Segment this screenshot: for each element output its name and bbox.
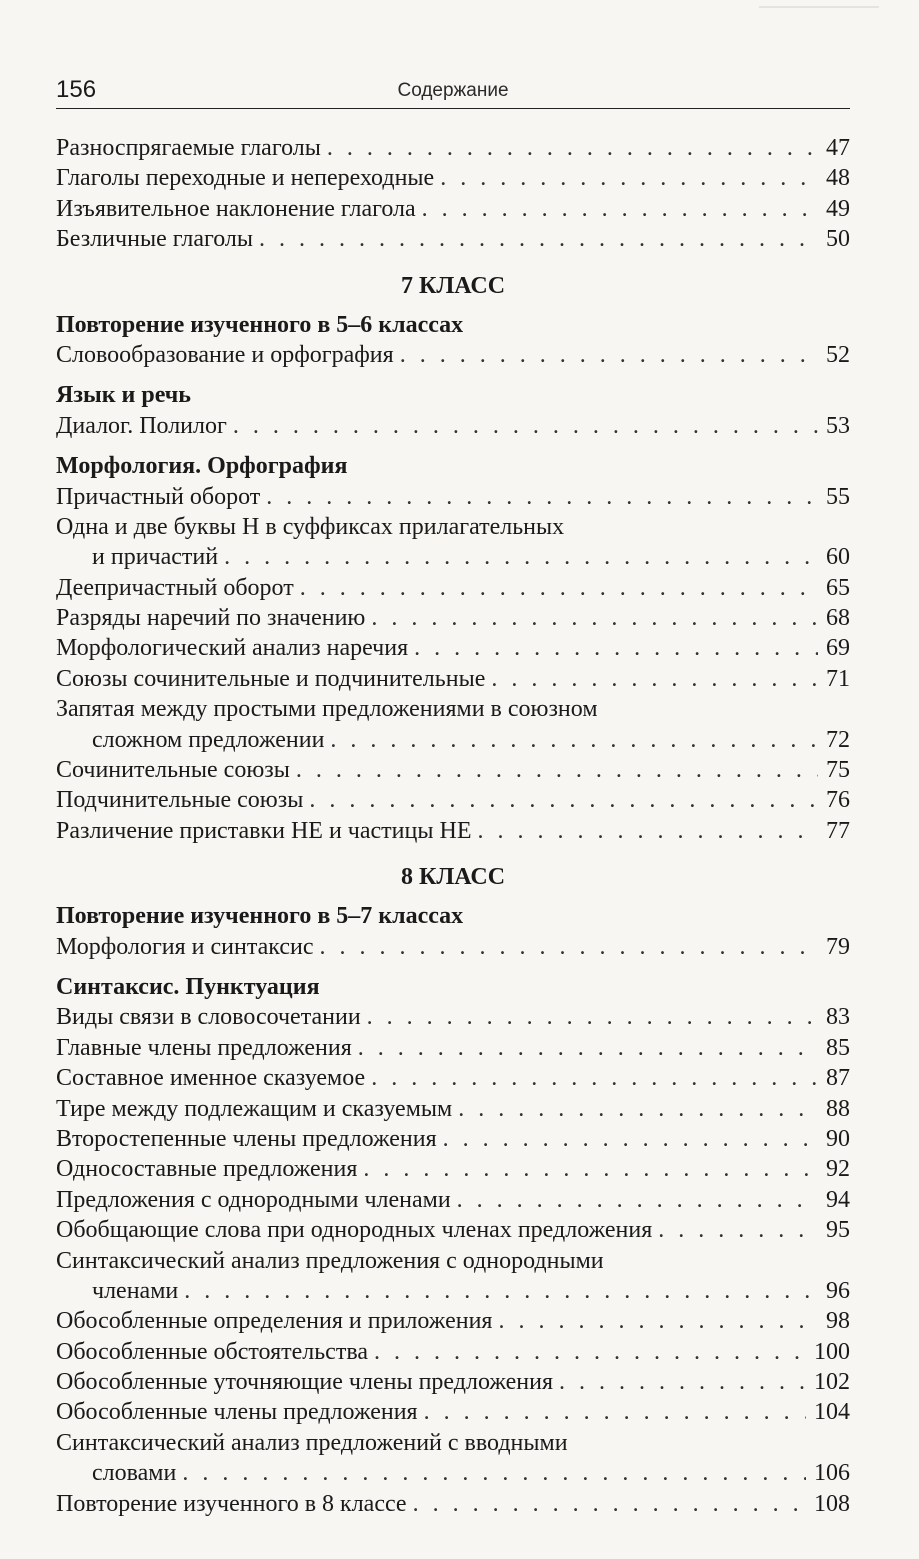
toc-entry-title: Обособленные определения и приложения: [56, 1308, 493, 1335]
toc-entry-title: Запятая между простыми предложениями в союзном: [56, 696, 598, 723]
toc-entry: [56, 1094, 850, 1124]
dot-leader: [443, 1124, 818, 1154]
toc-entry-title: Виды связи в словосочетании: [56, 1004, 361, 1031]
dot-leader: [658, 1215, 818, 1245]
dot-leader: [266, 482, 818, 512]
toc-entry: [56, 542, 850, 572]
dot-leader: [498, 1306, 818, 1336]
toc-entry: [56, 1397, 850, 1427]
dot-leader: [358, 1033, 818, 1063]
dot-leader: [413, 1489, 806, 1519]
page-header: [56, 74, 850, 109]
dot-leader: [327, 133, 818, 163]
dot-leader: [422, 194, 818, 224]
toc-entry: [56, 1458, 850, 1488]
dot-leader: [374, 1337, 806, 1367]
dot-leader: [371, 603, 818, 633]
dot-leader: [400, 340, 818, 370]
toc-entry-page: 48: [826, 165, 850, 192]
dot-leader: [224, 542, 818, 572]
dot-leader: [440, 163, 818, 193]
toc-entry: [56, 633, 850, 663]
toc-entries: [56, 340, 850, 370]
toc-entry-title: Составное именное сказуемое: [56, 1065, 366, 1092]
toc-entry: [56, 1154, 850, 1184]
dot-leader: [182, 1458, 806, 1488]
dot-leader: [371, 1063, 818, 1093]
toc-entry-page: 92: [826, 1156, 850, 1183]
toc-entry-title: Сочинительные союзы: [56, 757, 290, 784]
dot-leader: [457, 1185, 818, 1215]
toc-list: [56, 133, 850, 1519]
toc-entry-title: Синтаксический анализ предложений с вводными: [56, 1429, 568, 1456]
toc-entry-title: Разряды наречий по значению: [56, 605, 366, 632]
toc-entry-page: 90: [826, 1125, 850, 1152]
toc-entries-top: [56, 133, 850, 255]
toc-entry-page: 96: [826, 1277, 850, 1304]
toc-entry-title: Одна и две буквы Н в суффиксах прилагательных: [56, 513, 565, 540]
toc-entry-title: Изъявительное наклонение глагола: [56, 195, 416, 222]
toc-entry: [56, 816, 850, 846]
toc-entry: [56, 1033, 850, 1063]
toc-entry-title-continuation: и причастий: [92, 544, 219, 571]
toc-entry-title-continuation: членами: [92, 1277, 179, 1304]
toc-entry-title: Словообразование и орфография: [56, 341, 394, 368]
toc-entry: [56, 1489, 850, 1519]
dot-leader: [184, 1276, 818, 1306]
toc-entry-page: 60: [826, 544, 850, 571]
toc-entry-title: Причастный оборот: [56, 483, 261, 510]
toc-entry-page: 95: [826, 1217, 850, 1244]
toc-entry-page: 69: [826, 635, 850, 662]
dot-leader: [414, 633, 818, 663]
toc-entry-page: 49: [826, 195, 850, 222]
toc-entry: [56, 1124, 850, 1154]
toc-entry-page: 100: [814, 1338, 850, 1365]
toc-entry-page: 79: [826, 933, 850, 960]
toc-entry-page: 52: [826, 341, 850, 368]
toc-entry-page: 71: [826, 665, 850, 692]
dot-leader: [491, 664, 818, 694]
toc-entry: [56, 603, 850, 633]
toc-entry-title: Обособленные обстоятельства: [56, 1338, 368, 1365]
grade-heading-8: 8 КЛАСС: [400, 864, 506, 891]
toc-entry-title: Диалог. Полилог: [56, 412, 227, 439]
toc-entry: [56, 725, 850, 755]
toc-entry-page: 47: [826, 135, 850, 161]
toc-entry-page: 85: [826, 1034, 850, 1061]
toc-entry-title: Тире между подлежащим и сказуемым: [56, 1095, 453, 1122]
toc-entry: [56, 1002, 850, 1032]
toc-entry-page: 77: [826, 817, 850, 844]
dot-leader: [320, 932, 818, 962]
section-heading: Повторение изученного в 5–7 классах: [56, 903, 464, 930]
dot-leader: [367, 1002, 818, 1032]
toc-entry-title: Повторение изученного в 8 классе: [56, 1490, 407, 1517]
toc-entry: [56, 1063, 850, 1093]
toc-entry-title: Односоставные предложения: [56, 1156, 358, 1183]
toc-entry: [56, 785, 850, 815]
toc-entry: [56, 932, 850, 962]
scan-mark: [759, 6, 879, 8]
toc-entry-page: 83: [826, 1004, 850, 1031]
toc-entry-page: 50: [826, 226, 850, 253]
toc-entry-page: 104: [814, 1399, 850, 1426]
toc-entries: [56, 411, 850, 441]
toc-entry: [56, 1337, 850, 1367]
toc-entry-page: 72: [826, 726, 850, 753]
toc-entry-title: Глаголы переходные и непереходные: [56, 165, 435, 192]
section-heading: Морфология. Орфография: [56, 453, 348, 480]
toc-entry-title: Главные члены предложения: [56, 1034, 352, 1061]
toc-entry-title: Обобщающие слова при однородных членах предложения: [56, 1217, 653, 1244]
dot-leader: [559, 1367, 806, 1397]
toc-entry-title: Обособленные члены предложения: [56, 1399, 418, 1426]
toc-entry: [56, 411, 850, 441]
section-heading: Повторение изученного в 5–6 классах: [56, 311, 464, 338]
dot-leader: [259, 224, 818, 254]
toc-entry-page: 102: [814, 1369, 850, 1396]
dot-leader: [363, 1154, 818, 1184]
toc-entry-page: 98: [826, 1308, 850, 1335]
toc-entry-title: Синтаксический анализ предложения с однородными: [56, 1247, 604, 1274]
dot-leader: [233, 411, 818, 441]
toc-entry-title: Второстепенные члены предложения: [56, 1125, 437, 1152]
toc-entry: [56, 755, 850, 785]
dot-leader: [458, 1094, 818, 1124]
toc-entry-page: 88: [826, 1095, 850, 1122]
toc-entry-page: 53: [826, 412, 850, 439]
toc-entry: [56, 224, 850, 254]
toc-entry-page: 55: [826, 483, 850, 510]
toc-entry: [56, 664, 850, 694]
toc-entry: [56, 340, 850, 370]
dot-leader: [309, 785, 818, 815]
toc-entry-title: Деепричастный оборот: [56, 574, 294, 601]
section-heading: Язык и речь: [56, 382, 191, 409]
page-number: 156: [56, 76, 97, 103]
toc-entry-page: 65: [826, 574, 850, 601]
toc-entry-title: Разноспрягаемые глаголы: [56, 135, 321, 161]
dot-leader: [477, 816, 818, 846]
toc-entry-page: 108: [814, 1490, 850, 1517]
toc-entries: [56, 1002, 850, 1519]
toc-entry-title: Морфологический анализ наречия: [56, 635, 409, 662]
dot-leader: [330, 725, 818, 755]
running-title: Содержание: [397, 80, 509, 101]
toc-entry: [56, 1185, 850, 1215]
toc-entry-title: Безличные глаголы: [56, 226, 254, 253]
toc-entry-page: 94: [826, 1186, 850, 1213]
toc-entry: [56, 163, 850, 193]
toc-entry-title: Различение приставки НЕ и частицы НЕ: [56, 817, 472, 844]
toc-entry-title: Союзы сочинительные и подчинительные: [56, 665, 486, 692]
dot-leader: [424, 1397, 806, 1427]
toc-entry-page: 76: [826, 787, 850, 814]
toc-entry-title: Подчинительные союзы: [56, 787, 304, 814]
section-heading: Синтаксис. Пунктуация: [56, 973, 320, 1000]
toc-entry: [56, 194, 850, 224]
toc-entry: [56, 1306, 850, 1336]
grade-heading-7: 7 КЛАСС: [400, 272, 506, 299]
toc-entry-page: 106: [814, 1460, 850, 1487]
toc-entry: [56, 1215, 850, 1245]
toc: [56, 133, 850, 1519]
toc-entry: [56, 482, 850, 512]
toc-entry-page: 75: [826, 757, 850, 784]
toc-entries: [56, 482, 850, 847]
toc-entry-title: Предложения с однородными членами: [56, 1186, 451, 1213]
toc-entry-title-continuation: словами: [92, 1460, 177, 1487]
toc-entry-title-continuation: сложном предложении: [92, 726, 325, 753]
toc-entry-title: Обособленные уточняющие члены предложения: [56, 1369, 553, 1396]
toc-entry-title: Морфология и синтаксис: [56, 933, 314, 960]
dot-leader: [300, 573, 818, 603]
toc-entry: [56, 1276, 850, 1306]
toc-entry: [56, 573, 850, 603]
dot-leader: [296, 755, 818, 785]
toc-entry-page: 68: [826, 605, 850, 632]
toc-entry-page: 87: [826, 1065, 850, 1092]
toc-entries: [56, 932, 850, 962]
toc-entry: [56, 133, 850, 163]
toc-entry: [56, 1367, 850, 1397]
